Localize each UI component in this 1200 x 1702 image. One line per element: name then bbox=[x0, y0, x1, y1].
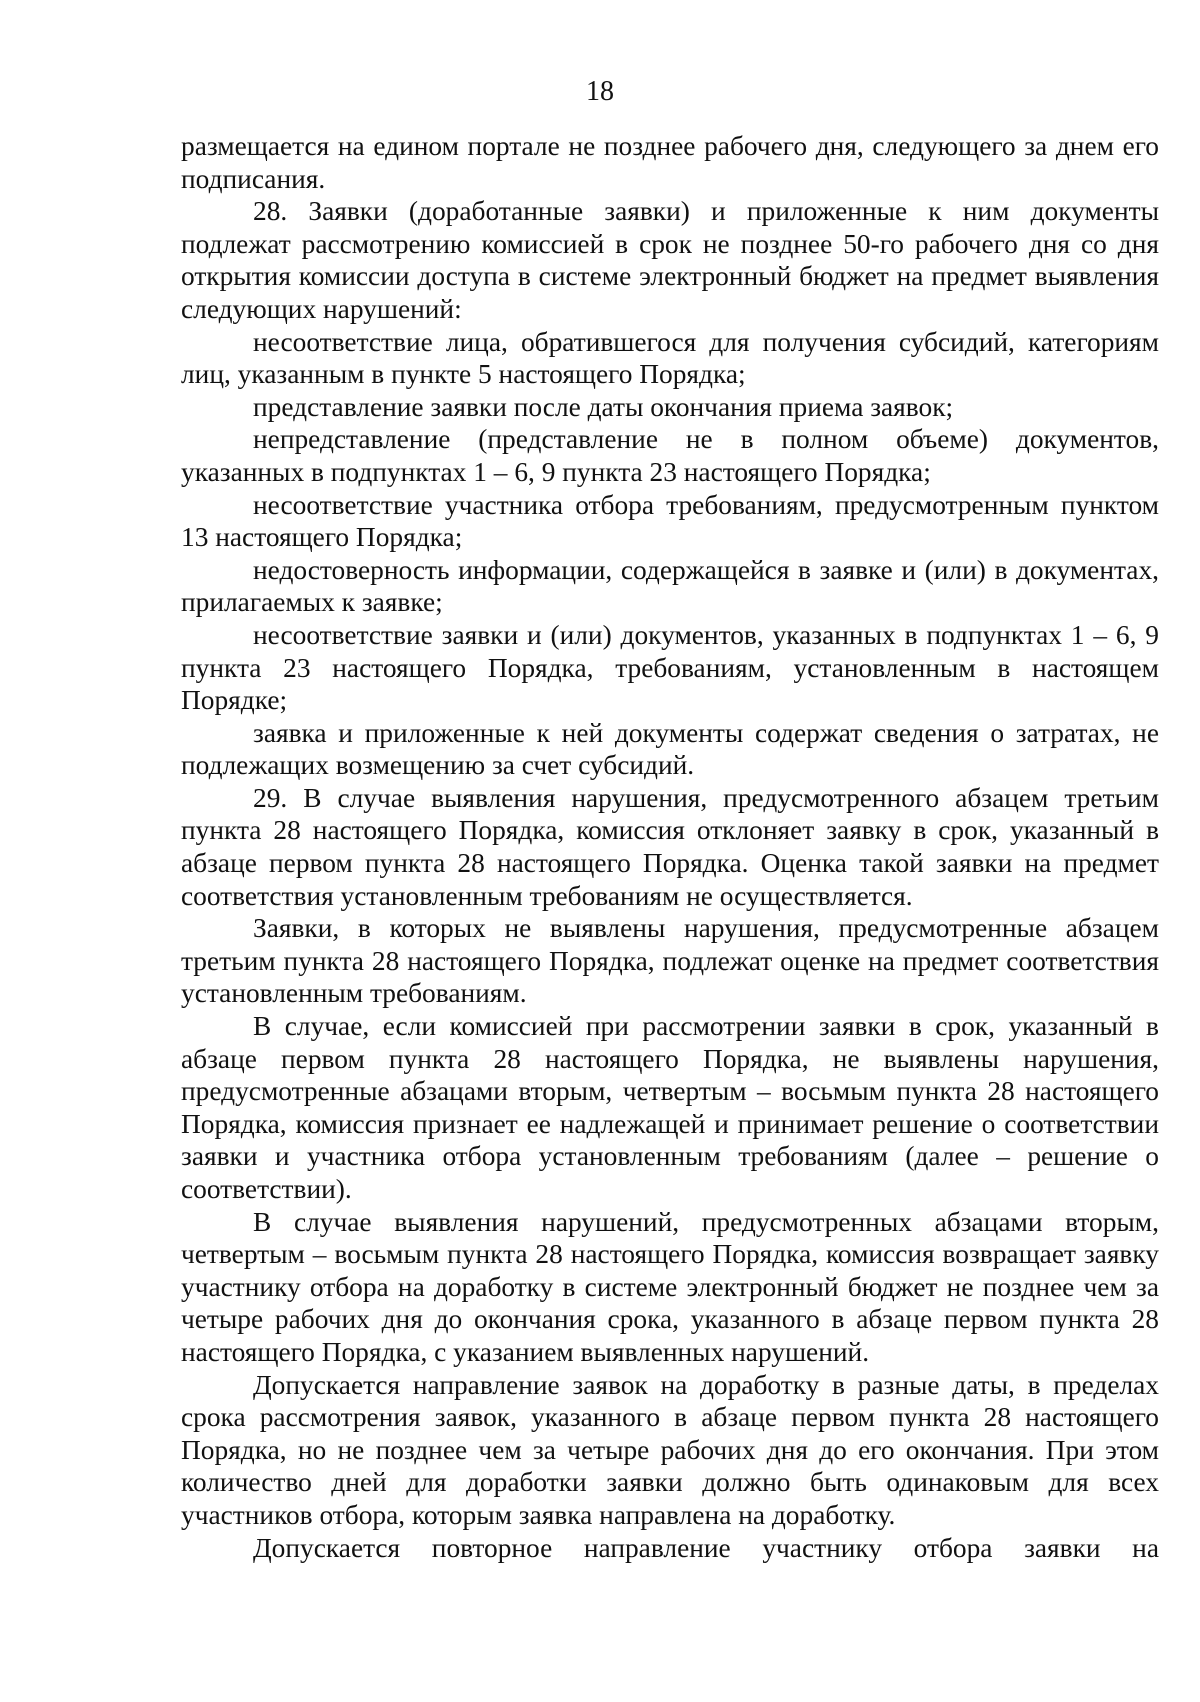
page-number: 18 bbox=[586, 76, 614, 107]
paragraph-assessment: Заявки, в которых не выявлены нарушения, предусмотренные абзацем третьим пункта 28 настоящего Порядка, подлежат оценке на предмет соответствия установленным требованиям. bbox=[181, 913, 1159, 1009]
paragraph-item-29: 29. В случае выявления нарушения, предусмотренного абзацем третьим пункта 28 настоящего Порядка, комиссия отклоняет заявку в срок, указанный в абзаце первом пункта 28 настоящего Порядка. Оценка такой заявки на предмет соответствия установленным требованиям не осуществляется. bbox=[181, 782, 1159, 911]
paragraph-compliance-decision: В случае, если комиссией при рассмотрении заявки в срок, указанный в абзаце первом пункта 28 настоящего Порядка, не выявлены нарушения, предусмотренные абзацами вторым, четвертым – восьмым пункта 28 настоящего Порядка, комиссия признает ее надлежащей и принимает решение о соответствии заявки и участника отбора установленным требованиям (далее – решение о соответствии). bbox=[181, 1011, 1159, 1204]
paragraph-violation-requirements: несоответствие участника отбора требованиям, предусмотренным пунктом 13 настоящего Порядка; bbox=[181, 489, 1159, 553]
paragraph-violation-costs: заявка и приложенные к ней документы содержат сведения о затратах, не подлежащих возмещению за счет субсидий. bbox=[181, 717, 1159, 781]
document-body bbox=[181, 130, 1159, 1564]
paragraph-violation-late: представление заявки после даты окончания приема заявок; bbox=[253, 391, 954, 422]
paragraph-violation-false-info: недостоверность информации, содержащейся в заявке и (или) в документах, прилагаемых к заявке; bbox=[181, 554, 1159, 618]
paragraph-revision-dates: Допускается направление заявок на доработку в разные даты, в пределах срока рассмотрения заявок, указанного в абзаце первом пункта 28 настоящего Порядка, но не позднее чем за четыре рабочих дня до его окончания. При этом количество дней для доработки заявки должно быть одинаковым для всех участников отбора, которым заявка направлена на доработку. bbox=[181, 1369, 1159, 1530]
paragraph-continuation: размещается на едином портале не позднее рабочего дня, следующего за днем его подписания. bbox=[181, 131, 1159, 194]
paragraph-repeat-revision: Допускается повторное направление участнику отбора заявки на bbox=[253, 1532, 1159, 1563]
paragraph-violation-category: несоответствие лица, обратившегося для получения субсидий, категориям лиц, указанным в пункте 5 настоящего Порядка; bbox=[181, 326, 1159, 390]
paragraph-violation-missing-docs: непредставление (представление не в полном объеме) документов, указанных в подпунктах 1 – 6, 9 пункта 23 настоящего Порядка; bbox=[181, 424, 1159, 487]
paragraph-item-28: 28. Заявки (доработанные заявки) и приложенные к ним документы подлежат рассмотрению комиссией в срок не позднее 50-го рабочего дня со дня открытия комиссии доступа в системе электронный бюджет на предмет выявления следующих нарушений: bbox=[181, 196, 1159, 324]
paragraph-return-for-revision: В случае выявления нарушений, предусмотренных абзацами вторым, четвертым – восьмым пункта 28 настоящего Порядка, комиссия возвращает заявку участнику отбора на доработку в системе электронный бюджет не позднее чем за четыре рабочих дня до окончания срока, указанного в абзаце первом пункта 28 настоящего Порядка, с указанием выявленных нарушений. bbox=[181, 1206, 1159, 1367]
paragraph-violation-noncompliance: несоответствие заявки и (или) документов, указанных в подпунктах 1 – 6, 9 пункта 23 настоящего Порядка, требованиям, установленным в настоящем Порядке; bbox=[181, 619, 1159, 716]
